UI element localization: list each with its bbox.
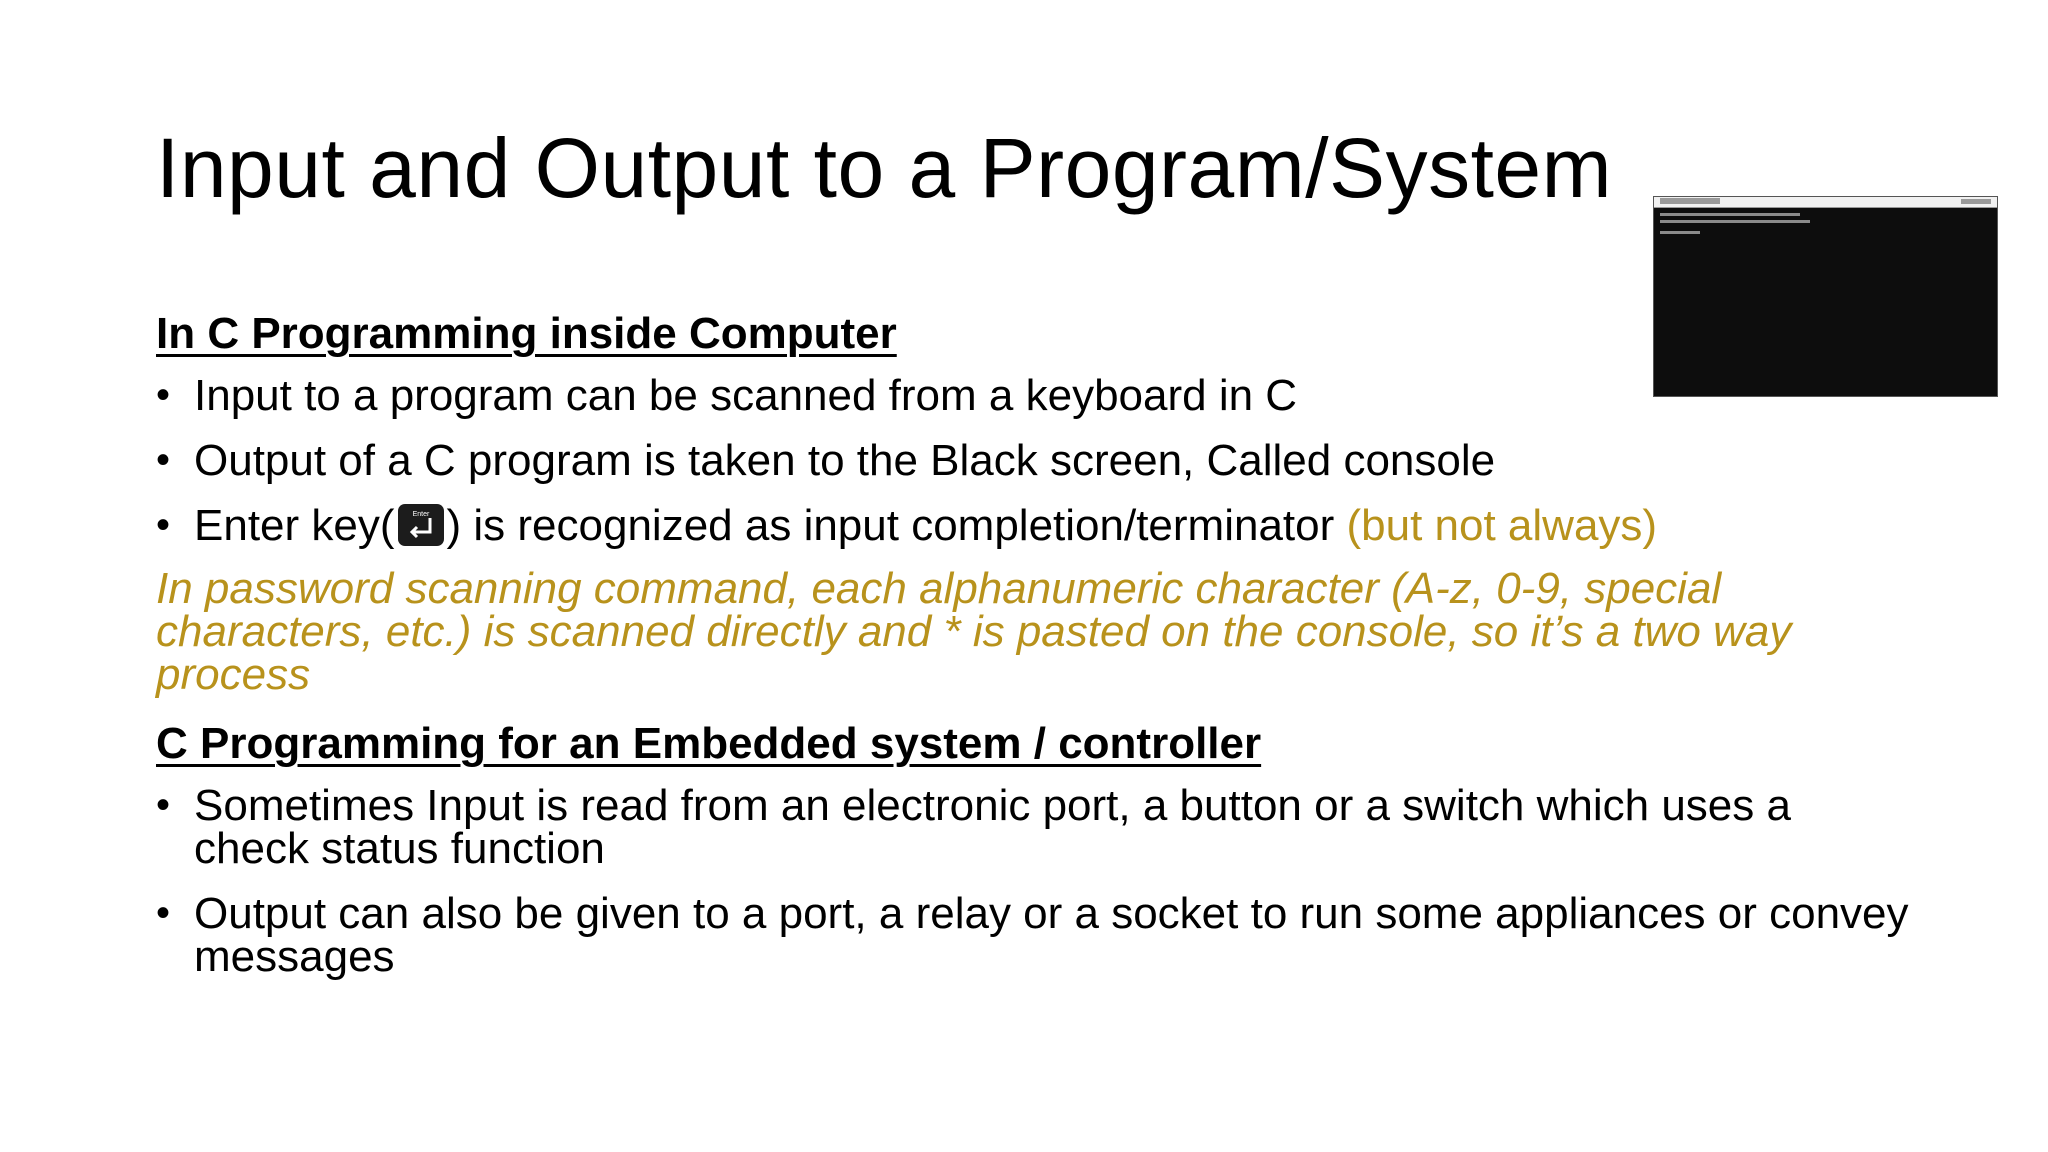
console-window-controls xyxy=(1961,199,1991,204)
console-text-line xyxy=(1660,220,1810,223)
console-text-line xyxy=(1660,213,1800,216)
svg-text:Enter: Enter xyxy=(412,511,429,518)
bullet-item: • Input to a program can be scanned from a keyboard in C xyxy=(156,374,1916,417)
password-note: In password scanning command, each alphanumeric character (A-z, 0-9, special characters, etc.) is scanned directly and * is pasted on the console, so it’s a two way process xyxy=(156,564,1792,699)
computer-bullet-list xyxy=(156,371,1916,550)
enter-bullet-prefix: Enter key( xyxy=(194,501,395,550)
section-heading-embedded: C Programming for an Embedded system / controller xyxy=(156,719,1262,768)
bullet-item-enter-key xyxy=(156,501,1916,550)
enter-bullet-suffix: ) is recognized as input completion/terminator xyxy=(446,501,1347,550)
console-prompt xyxy=(1660,231,1700,234)
enter-key-icon xyxy=(398,504,444,546)
section-heading-computer: In C Programming inside Computer xyxy=(156,309,897,358)
slide-title: Input and Output to a Program/System xyxy=(156,121,1613,215)
bullet-item: • Sometimes Input is read from an electronic port, a button or a switch which uses a check status function xyxy=(156,784,1916,870)
console-title-bar xyxy=(1654,197,1997,208)
console-title xyxy=(1660,198,1720,204)
console-window-thumbnail xyxy=(1653,196,1998,397)
bullet-item: • Output of a C program is taken to the Black screen, Called console xyxy=(156,439,1916,482)
enter-bullet-note: (but not always) xyxy=(1346,501,1658,550)
embedded-bullet-list xyxy=(156,781,1916,981)
bullet-item: • Output can also be given to a port, a relay or a socket to run some appliances or convey messages xyxy=(156,892,1916,978)
